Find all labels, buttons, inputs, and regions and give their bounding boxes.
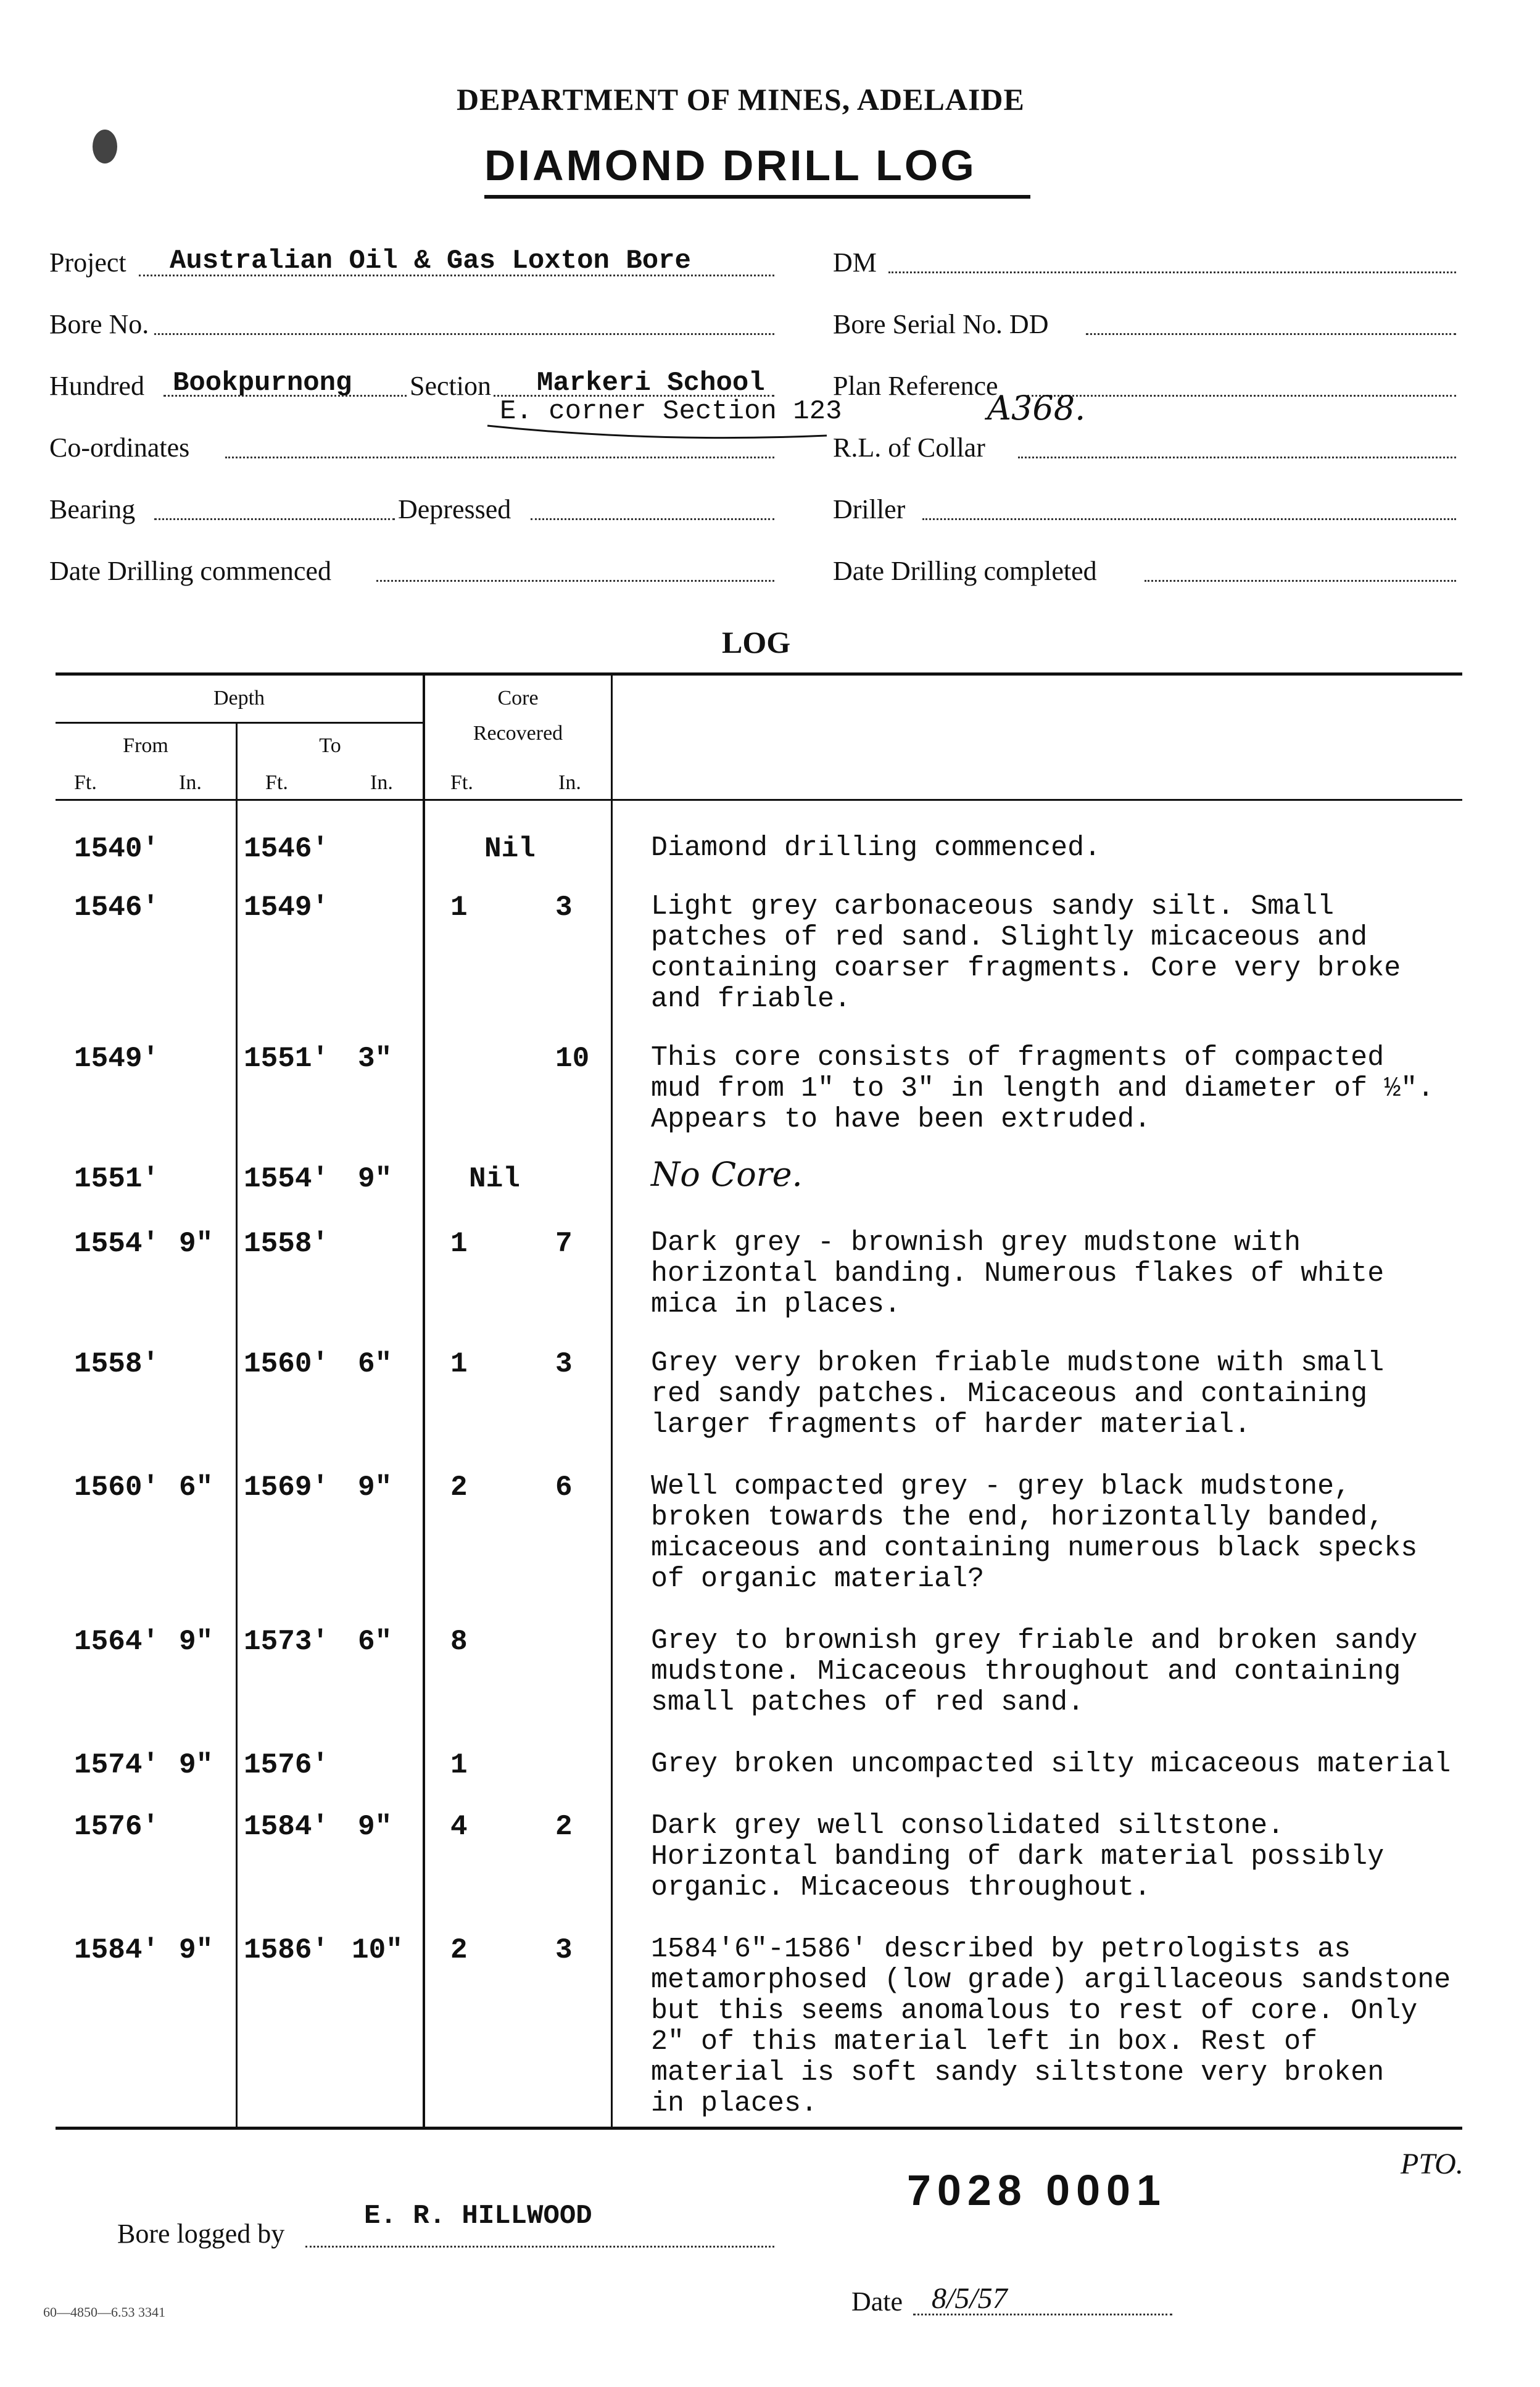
core-ft-header: Ft. (450, 771, 473, 794)
document-number: 7028 0001 (907, 2166, 1167, 2214)
header-bottom-rule (56, 799, 1462, 801)
core-in-cell: 10 (555, 1043, 590, 1075)
core-in-cell: 3 (555, 1348, 573, 1380)
core-in-cell: 7 (555, 1228, 573, 1260)
description-cell: Grey broken uncompacted silty micaceous material (651, 1748, 1451, 1780)
from-ft-cell: 1560' (74, 1471, 160, 1504)
description-cell: Light grey carbonaceous sandy silt. Small patches of red sand. Slightly micaceous and containing coarser fragments. Core very broke and friable. (651, 891, 1401, 1015)
from-ft-cell: 1564' (74, 1626, 160, 1658)
date-completed-label: Date Drilling completed (833, 556, 1097, 586)
binder-hole-mark (93, 130, 117, 163)
from-in-cell: 9" (179, 1626, 213, 1658)
from-ft-cell: 1584' (74, 1934, 160, 1966)
bearing-label: Bearing (49, 494, 136, 524)
from-in-cell: 9" (179, 1934, 213, 1966)
section-extra: E. corner Section 123 (500, 396, 842, 427)
plan-reference-label: Plan Reference (833, 371, 998, 401)
to-in-cell: 3" (358, 1043, 392, 1075)
to-ft-cell: 1586' (244, 1934, 329, 1966)
plan-reference-line (1027, 395, 1456, 397)
from-ft-cell: 1558' (74, 1348, 160, 1380)
bore-serial-line (1086, 333, 1456, 335)
core-ft-cell: Nil (484, 833, 536, 865)
bearing-line (154, 518, 395, 520)
depth-core-divider (423, 676, 425, 2127)
to-ft-cell: 1551' (244, 1043, 329, 1075)
core-ft-cell: 1 (450, 1749, 468, 1781)
to-in-header: In. (370, 771, 393, 794)
logged-by-value: E. R. HILLWOOD (364, 2201, 592, 2232)
depth-header: Depth (213, 687, 265, 709)
rl-collar-label: R.L. of Collar (833, 432, 985, 463)
section-value: Markeri School (537, 368, 765, 399)
plan-reference-value: A368. (987, 389, 1086, 428)
description-cell: Dark grey - brownish grey mudstone with horizontal banding. Numerous flakes of white mica in places. (651, 1227, 1385, 1320)
coordinates-label: Co-ordinates (49, 432, 190, 463)
core-ft-cell: 1 (450, 892, 468, 924)
core-in-cell: 6 (555, 1471, 573, 1504)
to-in-cell: 6" (358, 1626, 392, 1658)
to-ft-header: Ft. (265, 771, 288, 794)
to-in-cell: 9" (358, 1471, 392, 1504)
bore-no-label: Bore No. (49, 309, 149, 339)
to-in-cell: 6" (358, 1348, 392, 1380)
driller-line (922, 518, 1456, 520)
from-ft-cell: 1551' (74, 1163, 160, 1195)
description-cell: Grey to brownish grey friable and broken sandy mudstone. Micaceous throughout and containing small patches of red sand. (651, 1625, 1418, 1718)
form-code: 60—4850—6.53 3341 (43, 2304, 165, 2320)
from-to-divider (236, 723, 238, 2127)
title-underline (484, 195, 1030, 199)
hundred-label: Hundred (49, 371, 144, 401)
document-title: DIAMOND DRILL LOG (484, 141, 977, 189)
to-ft-cell: 1584' (244, 1811, 329, 1843)
date-label: Date (851, 2286, 903, 2317)
core-ft-cell: 8 (450, 1626, 468, 1658)
date-value: 8/5/57 (932, 2282, 1008, 2315)
to-ft-cell: 1573' (244, 1626, 329, 1658)
description-cell: Grey very broken friable mudstone with small red sandy patches. Micaceous and containing larger fragments of harder material. (651, 1347, 1385, 1441)
project-value: Australian Oil & Gas Loxton Bore (170, 246, 691, 276)
logged-by-line (305, 2246, 774, 2248)
core-in-header: In. (558, 771, 581, 794)
core-in-cell: 3 (555, 1934, 573, 1966)
description-cell: Well compacted grey - grey black mudstone, broken towards the end, horizontally banded, micaceous and containing numerous black specks of organic material? (651, 1471, 1418, 1595)
to-ft-cell: 1554' (244, 1163, 329, 1195)
description-cell: 1584'6"-1586' described by petrologists as metamorphosed (low grade) argillaceous sandstone but this seems anomalous to rest of core. Only 2" of this material left in box. Rest of material is soft sandy siltstone very broken in places. (651, 1934, 1451, 2119)
from-in-header: In. (179, 771, 202, 794)
to-ft-cell: 1558' (244, 1228, 329, 1260)
from-in-cell: 9" (179, 1749, 213, 1781)
to-ft-cell: 1576' (244, 1749, 329, 1781)
log-top-rule (56, 672, 1462, 676)
to-ft-cell: 1560' (244, 1348, 329, 1380)
from-ft-cell: 1546' (74, 892, 160, 924)
driller-label: Driller (833, 494, 906, 524)
to-in-cell: 9" (358, 1163, 392, 1195)
core-in-cell: 2 (555, 1811, 573, 1843)
depressed-label: Depressed (398, 494, 511, 524)
from-in-cell: 6" (179, 1471, 213, 1504)
section-underline (481, 420, 851, 444)
core-description-divider (611, 676, 613, 2127)
log-title: LOG (722, 625, 791, 660)
coordinates-line (225, 457, 774, 458)
section-label: Section (407, 370, 494, 402)
description-cell: Diamond drilling commenced. (651, 832, 1101, 864)
log-bottom-rule (56, 2127, 1462, 2130)
core-ft-cell: 1 (450, 1228, 468, 1260)
to-in-cell: 9" (358, 1811, 392, 1843)
from-ft-cell: 1576' (74, 1811, 160, 1843)
bore-no-line (154, 333, 774, 335)
rl-collar-line (1018, 457, 1456, 458)
to-ft-cell: 1569' (244, 1471, 329, 1504)
description-cell: This core consists of fragments of compacted mud from 1" to 3" in length and diameter of ½". Appears to have been extruded. (651, 1042, 1434, 1135)
to-ft-cell: 1546' (244, 833, 329, 865)
date-commenced-label: Date Drilling commenced (49, 556, 331, 586)
project-label: Project (49, 247, 126, 278)
core-ft-cell: 2 (450, 1934, 468, 1966)
core-ft-cell: 1 (450, 1348, 468, 1380)
from-header: From (123, 734, 168, 757)
core-ft-cell: 2 (450, 1471, 468, 1504)
from-ft-cell: 1549' (74, 1043, 160, 1075)
no-core-handwritten: No Core. (651, 1155, 803, 1194)
to-ft-cell: 1549' (244, 892, 329, 924)
dm-line (888, 271, 1456, 273)
to-header: To (319, 734, 341, 757)
recovered-header: Recovered (473, 722, 563, 745)
core-ft-cell: Nil (469, 1163, 520, 1195)
from-ft-cell: 1540' (74, 833, 160, 865)
date-commenced-line (376, 580, 774, 582)
core-in-cell: 3 (555, 892, 573, 924)
pto-note: PTO. (1401, 2148, 1463, 2180)
dm-label: DM (833, 247, 877, 278)
depth-rule (56, 722, 423, 724)
from-ft-header: Ft. (74, 771, 97, 794)
description-cell: Dark grey well consolidated siltstone. Horizontal banding of dark material possibly organic. Micaceous throughout. (651, 1810, 1385, 1903)
to-in-cell: 10" (352, 1934, 403, 1966)
from-in-cell: 9" (179, 1228, 213, 1260)
depressed-line (531, 518, 774, 520)
hundred-value: Bookpurnong (173, 368, 352, 399)
from-ft-cell: 1574' (74, 1749, 160, 1781)
date-completed-line (1145, 580, 1456, 582)
bore-serial-label: Bore Serial No. DD (833, 309, 1049, 339)
from-ft-cell: 1554' (74, 1228, 160, 1260)
core-header: Core (497, 687, 539, 709)
department-heading: DEPARTMENT OF MINES, ADELAIDE (457, 82, 1025, 117)
core-ft-cell: 4 (450, 1811, 468, 1843)
logged-by-label: Bore logged by (117, 2219, 285, 2249)
